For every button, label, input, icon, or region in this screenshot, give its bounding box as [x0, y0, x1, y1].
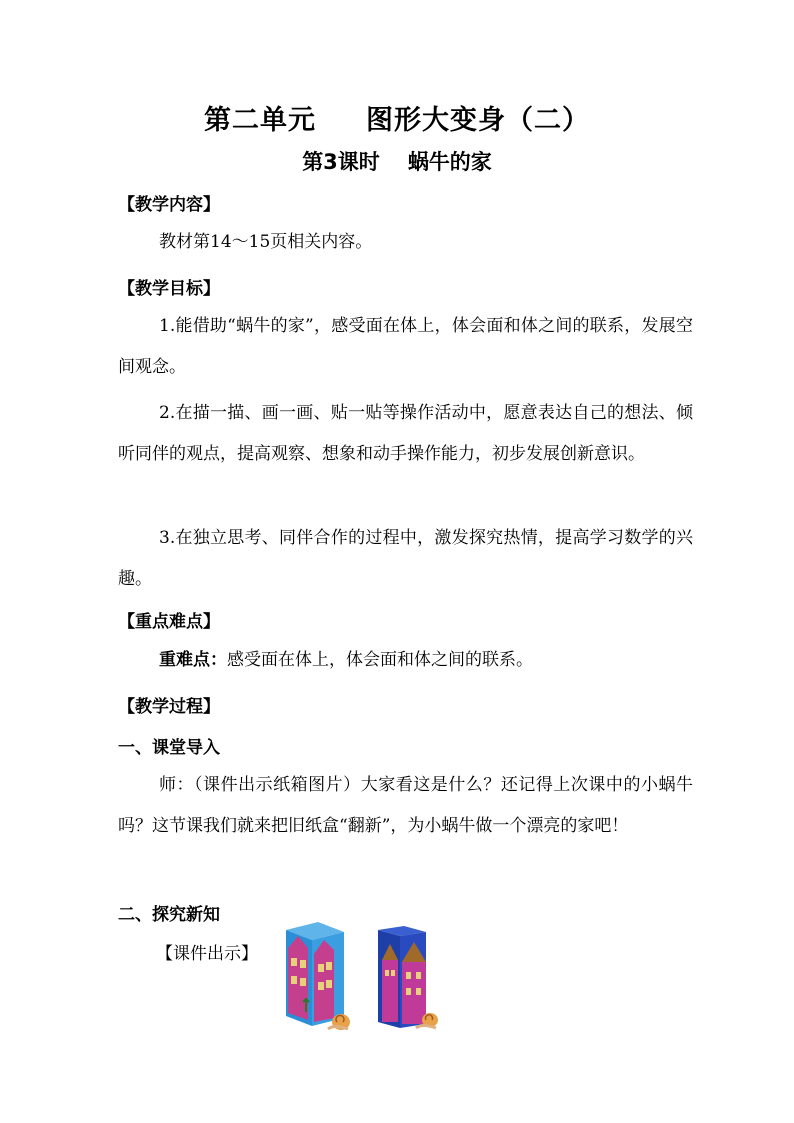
- lesson-name: 蜗牛的家: [407, 150, 492, 174]
- courseware-label: 【课件出示】: [156, 944, 258, 964]
- key-heading: 【重点难点】: [118, 612, 220, 632]
- goal-3: 3.在独立思考、同伴合作的过程中，激发探究热情，提高学习数学的兴趣。: [118, 528, 693, 589]
- goals-heading: 【教学目标】: [118, 279, 220, 299]
- snail-house-right-image: [374, 924, 442, 1032]
- process-heading: 【教学过程】: [118, 697, 220, 717]
- goal-1: 1.能借助“蜗牛的家”，感受面在体上，体会面和体之间的联系，发展空间观念。: [118, 316, 693, 377]
- part-2-heading: 二、探究新知: [118, 905, 220, 925]
- topic-title: 图形大变身（二）: [366, 105, 590, 136]
- key-text: 感受面在体上，体会面和体之间的联系。: [227, 650, 533, 670]
- goal-2: 2.在描一描、画一画、贴一贴等操作活动中，愿意表达自己的想法、倾听同伴的观点，提高观察、想象和动手操作能力，初步发展创新意识。: [118, 403, 693, 464]
- lesson-number: 第3课时: [302, 150, 380, 174]
- content-heading: 【教学内容】: [118, 195, 220, 215]
- lesson-subtitle: [0, 146, 794, 176]
- page-title: [0, 98, 794, 137]
- unit-title: 第二单元: [204, 105, 316, 136]
- key-paragraph: [118, 640, 693, 681]
- content-text: 教材第14～15页相关内容。: [159, 232, 373, 252]
- part-1-heading: 一、课堂导入: [118, 738, 220, 758]
- part-1-text: 师：（课件出示纸箱图片）大家看这是什么？还记得上次课中的小蜗牛吗？这节课我们就来把旧纸盒“翻新”，为小蜗牛做一个漂亮的家吧！: [118, 775, 693, 836]
- key-label: 重难点：: [159, 650, 227, 670]
- snail-house-left-image: [278, 918, 360, 1030]
